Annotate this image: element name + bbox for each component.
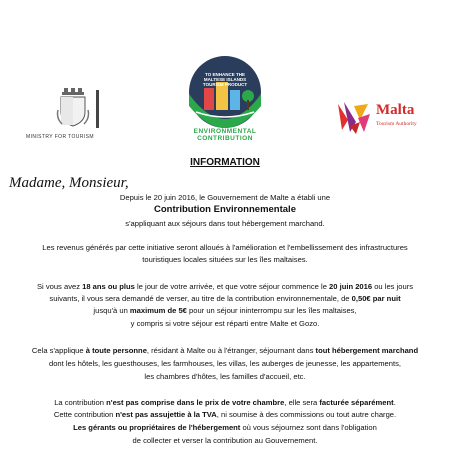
ministry-label: MINISTRY FOR TOURISM [26, 134, 94, 140]
malta-logo-icon [336, 100, 372, 134]
malta-tourism-logo [336, 100, 436, 140]
para1-line2: Contribution Environnementale [154, 204, 296, 215]
ministry-divider [96, 90, 99, 128]
para3-line3: jusqu'à un maximum de 5€ pour un séjour ininterrompu sur les îles maltaises, [93, 306, 357, 315]
para2-line1: Les revenus générés par cette initiative seront alloués à l'amélioration et l'embellissement des infrastructures [42, 243, 408, 252]
para5-line2: Cette contribution n'est pas assujettie à la TVA, ni soumise à des commissions ou tout autre charge. [53, 410, 397, 419]
para4-line2: dont les hôtels, les guesthouses, les farmhouses, les villas, les auberges de jeunesse, les appartements, [48, 359, 402, 368]
env-badge-title-line1: ENVIRONMENTAL [193, 128, 257, 135]
para1-line1: Depuis le 20 juin 2016, le Gouvernement de Malte a établi une [119, 193, 331, 202]
para5-line3: Les gérants ou propriétaires de l'hébergement où vous séjournez sont dans l'obligation [73, 423, 377, 432]
env-badge-slogan: TO ENHANCE THE MALTESE ISLANDS TOURISM PRODUCT [202, 72, 248, 87]
para5-line4: de collecter et verser la contribution au Gouvernement. [132, 436, 318, 445]
header [0, 0, 450, 150]
malta-crest-icon [56, 88, 90, 128]
para3-line2: suivants, il vous sera demandé de verser, au titre de la contribution environnementale, de 0,50€ par nuit [49, 294, 401, 303]
para2-line2: touristiques locales situées sur les îles maltaises. [142, 255, 308, 264]
malta-wordmark: Malta [376, 102, 415, 118]
para4-line3: les chambres d'hôtes, les familles d'accueil, etc. [144, 372, 306, 381]
malta-tagline: Tourism Authority [376, 121, 417, 127]
environmental-contribution-badge [176, 54, 274, 154]
document-title: INFORMATION [190, 157, 260, 168]
para3-line4: y compris si votre séjour est réparti entre Malte et Gozo. [130, 319, 320, 328]
env-badge-title [176, 128, 274, 142]
env-badge-title-line2: CONTRIBUTION [197, 135, 253, 142]
para1-line3: s'appliquant aux séjours dans tout hébergement marchand. [125, 219, 325, 228]
para5-line1: La contribution n'est pas comprise dans le prix de votre chambre, elle sera facturée séparément. [54, 398, 396, 407]
salutation: Madame, Monsieur, [9, 175, 129, 191]
para3-line1: Si vous avez 18 ans ou plus le jour de votre arrivée, et que votre séjour commence le 20 juin 2016 ou les jours [36, 282, 414, 291]
para4-line1: Cela s'applique à toute personne, résidant à Malte ou à l'étranger, séjournant dans tout hébergement marchand [31, 346, 419, 355]
